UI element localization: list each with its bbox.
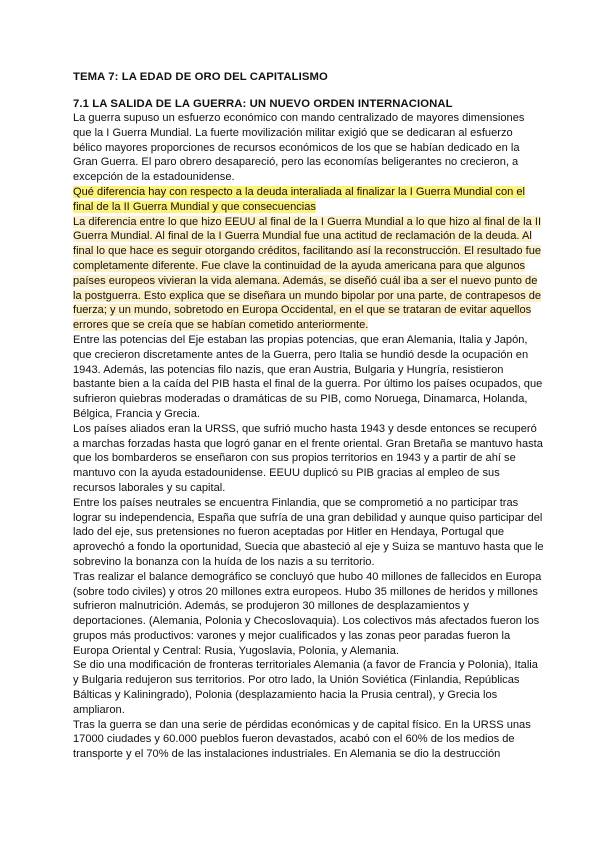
paragraph-answer: [73, 215, 544, 333]
paragraph-economic-losses: Tras la guerra se dan una serie de pérdidas económicas y de capital físico. En la URSS unas 17000 ciudades y 60.000 pueblos fueron devastados, acabó con el 60% de los medios de transporte y el 70% de las instalaciones industriales. En Alemania se dio la destrucción: [73, 718, 531, 761]
document-title: TEMA 7: LA EDAD DE ORO DEL CAPITALISMO: [73, 71, 328, 83]
paragraph-question: [73, 185, 544, 215]
paragraph-allied-countries: Los países aliados eran la URSS, que sufrió mucho hasta 1943 y desde entonces se recuperó a marchas forzadas hasta que logró ganar en el frente oriental. Gran Bretaña se mantuvo hasta que los bombarderos se enseñaron con sus propios territorios en 1943 y a partir de ahí se mantuvo con la ayuda estadounidense. EEUU duplicó su PIB gracias al empleo de sus recursos laborales y su capital.: [73, 422, 543, 494]
paragraph-neutral-countries: Entre los países neutrales se encuentra Finlandia, que se comprometió a no participar tras lograr su independencia, España que sufría de una gran debilidad y aunque quiso participar del lado del eje, sus pretensiones no fueron aceptadas por Hitler en Hendaya, Portugal que aprovechó a fondo la oportunidad, Suecia que abasteció al eje y Suiza se mantuvo hasta que le sobrevino la bonanza con la huída de los nazis a su territorio.: [73, 496, 544, 568]
highlighted-answer: La diferencia entre lo que hizo EEUU al final de la I Guerra Mundial a lo que hizo al final de la II Guerra Mundial. Al final de la I Guerra Mundial fue una actitud de reclamación de la deuda. Al final lo que hace es seguir otorgando créditos, facilitando así la reconstrucción. El resultado fue completamente diferente. Fue clave la continuidad de la ayuda americana para que algunos países europeos vivieran la vida alemana. Además, se diseñó cuál iba a ser el nuevo punto de la postguerra. Esto explica que se diseñara un mundo bipolar por una parte, de contrapesos de fuerza; y un mundo, sobretodo en Europa Occidental, en el que se trataran de evitar aquellos errores que se creía que se habían cometido anteriormente.: [73, 215, 542, 332]
paragraph-axis-powers: Entre las potencias del Eje estaban las propias potencias, que eran Alemania, Italia y Japón, que crecieron discretamente antes de la Guerra, pero Italia se hundió desde la ocupación en 1943. Además, las potencias filo nazis, que eran Austria, Bulgaria y Hungría, resistieron bastante bien a la caída del PIB hasta el final de la guerra. Por último los países ocupados, que sufrieron quiebras moderadas o dramáticas de su PIB, como Noruega, Dinamarca, Holanda, Bélgica, Francia y Grecia.: [73, 333, 543, 420]
paragraph-demographic-balance: Tras realizar el balance demográfico se concluyó que hubo 40 millones de fallecidos en Europa (sobre todo civiles) y otros 20 millones extra europeos. Hubo 35 millones de heridos y millones sufrieron malnutrición. Además, se produjeron 30 millones de desplazamientos y deportaciones. (Alemania, Polonia y Checoslovaquia). Los colectivos más afectados fueron los grupos más productivos: varones y mejor cualificados y las zonas peor paradas fueron la Europa Oriental y Central: Rusia, Yugoslavia, Polonia, y Alemania.: [73, 570, 542, 657]
paragraph-intro: La guerra supuso un esfuerzo económico con mando centralizado de mayores dimensiones que la I Guerra Mundial. La fuerte movilización militar exigió que se dedicaran al esfuerzo bélico mayores proporciones de recursos económicos de los que se habían dedicado en la Gran Guerra. El paro obrero desapareció, pero las economías beligerantes no crecieron, a excepción de la estadounidense.: [73, 112, 525, 184]
paragraph-border-changes: Se dio una modificación de fronteras territoriales Alemania (a favor de Francia y Polonia), Italia y Bulgaria redujeron sus territorios. Por otro lado, la Unión Soviética (Finlandia, Repúblicas Bálticas y Kaliningrado), Polonia (desplazamiento hacia la Prusia central), y Grecia los ampliaron.: [73, 659, 538, 716]
highlighted-question: Qué diferencia hay con respecto a la deuda interaliada al finalizar la I Guerra Mundial con el final de la II Guerra Mundial y que consecuencias: [73, 185, 526, 213]
section-title: 7.1 LA SALIDA DE LA GUERRA: UN NUEVO ORDEN INTERNACIONAL: [73, 98, 453, 110]
